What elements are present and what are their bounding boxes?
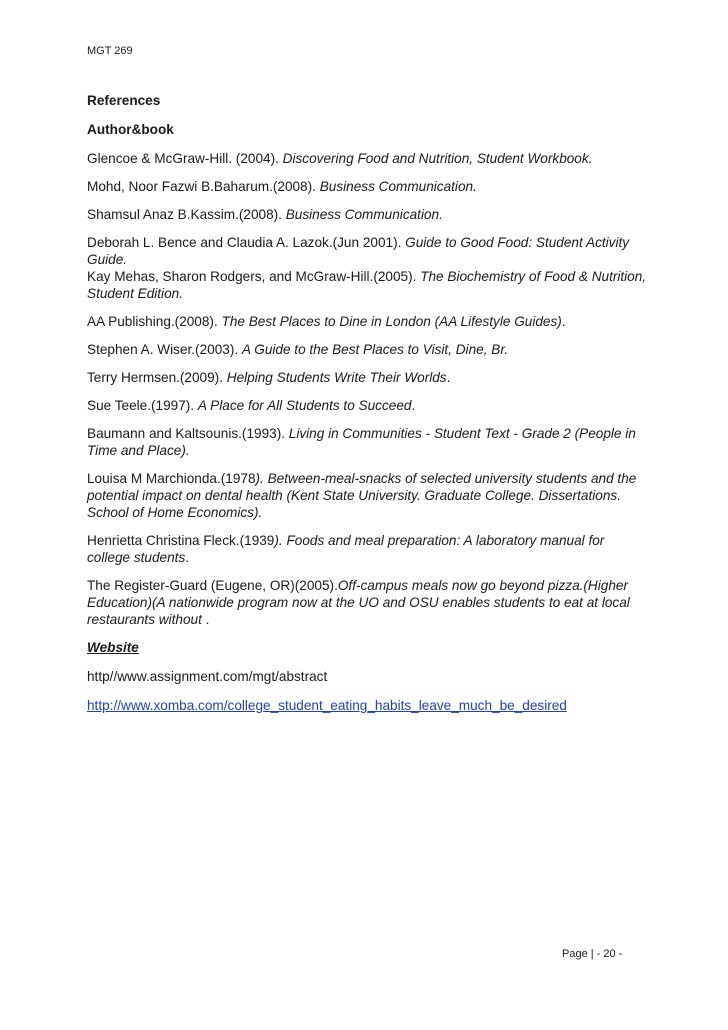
- reference-item: Louisa M Marchionda.(1978). Between-meal-snacks of selected university students and the potential impact on dental health (Kent State University. Graduate College. Dissertations. School of Home Economics).: [87, 471, 637, 520]
- reference-item: The Register-Guard (Eugene, OR)(2005).Off-campus meals now go beyond pizza.(Higher Education)(A nationwide program now at the UO and OSU enables students to eat at local restaurants without .: [87, 578, 630, 627]
- page-number: Page | - 20 -: [562, 948, 623, 960]
- reference-item: Mohd, Noor Fazwi B.Baharum.(2008). Business Communication.: [87, 179, 477, 194]
- course-header: MGT 269: [87, 45, 133, 57]
- reference-item: Terry Hermsen.(2009). Helping Students Write Their Worlds.: [87, 370, 451, 385]
- reference-item: Deborah L. Bence and Claudia A. Lazok.(Jun 2001). Guide to Good Food: Student Activity Guide.: [87, 235, 630, 267]
- references-content: [87, 92, 647, 726]
- website-url-plain: http//www.assignment.com/mgt/abstract: [87, 669, 328, 684]
- reference-item: AA Publishing.(2008). The Best Places to Dine in London (AA Lifestyle Guides).: [87, 314, 566, 329]
- references-heading: References: [87, 93, 161, 108]
- website-heading: Website: [87, 640, 139, 655]
- website-link[interactable]: http://www.xomba.com/college_student_eating_habits_leave_much_be_desired: [87, 698, 567, 713]
- reference-item: Stephen A. Wiser.(2003). A Guide to the Best Places to Visit, Dine, Br.: [87, 342, 509, 357]
- website-url-link-row: [87, 697, 647, 714]
- reference-item: Baumann and Kaltsounis.(1993). Living in Communities - Student Text - Grade 2 (People in Time and Place).: [87, 426, 636, 458]
- reference-item: Glencoe & McGraw-Hill. (2004). Discovering Food and Nutrition, Student Workbook.: [87, 151, 593, 166]
- reference-item: Kay Mehas, Sharon Rodgers, and McGraw-Hill.(2005). The Biochemistry of Food & Nutrition, Student Edition.: [87, 269, 647, 301]
- reference-item: Sue Teele.(1997). A Place for All Students to Succeed.: [87, 398, 416, 413]
- author-book-heading: Author&book: [87, 122, 174, 137]
- reference-item: Henrietta Christina Fleck.(1939). Foods and meal preparation: A laboratory manual for college students.: [87, 533, 605, 565]
- reference-item: Shamsul Anaz B.Kassim.(2008). Business Communication.: [87, 207, 443, 222]
